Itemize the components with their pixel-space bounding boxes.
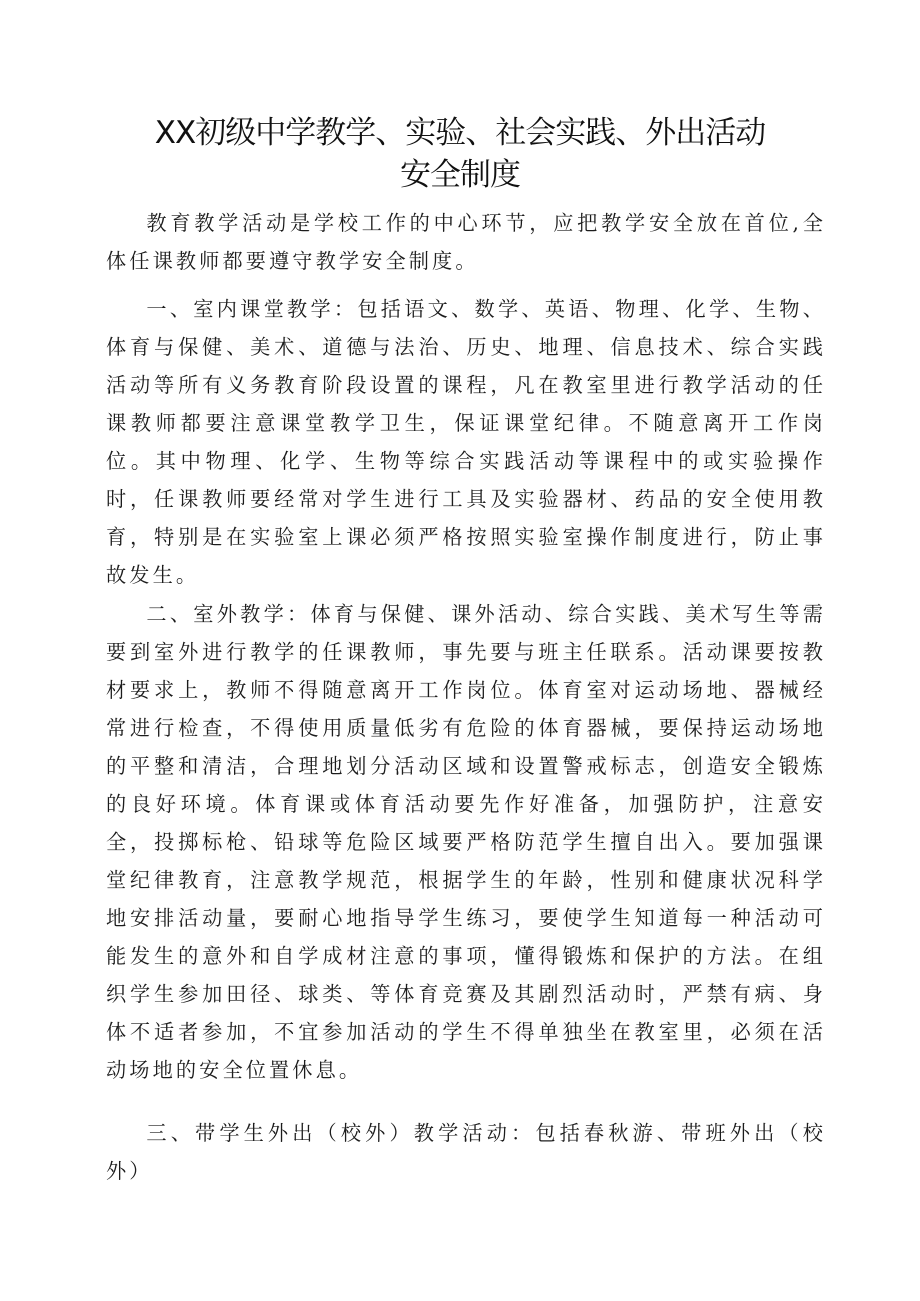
paragraph-intro: 教育教学活动是学校工作的中心环节，应把教学安全放在首位,全体任课教师都要遵守教学安全制度。 <box>106 211 826 273</box>
paragraph-section-three: 三、带学生外出（校外）教学活动：包括春秋游、带班外出（校外） <box>106 1121 826 1183</box>
paragraph-section-one: 一、室内课堂教学：包括语文、数学、英语、物理、化学、生物、体育与保健、美术、道德与法治、历史、地理、信息技术、综合实践活动等所有义务教育阶段设置的课程，凡在教室里进行教学活动的任课教师都要注意课堂教学卫生，保证课堂纪律。不随意离开工作岗位。其中物理、化学、生物等综合实践活动等课程中的或实验操作时，任课教师要经常对学生进行工具及实验器材、药品的安全使用教育，特别是在实验室上课必须严格按照实验室操作制度进行，防止事故发生。 <box>106 297 826 587</box>
document-title-line-2: 安全制度 <box>400 157 520 193</box>
document-title-line-1: XX初级中学教学、实验、社会实践、外出活动 <box>154 115 766 151</box>
paragraph-section-two: 二、室外教学：体育与保健、课外活动、综合实践、美术写生等需要到室外进行教学的任课教师，事先要与班主任联系。活动课要按教材要求上，教师不得随意离开工作岗位。体育室对运动场地、器械经常进行检查，不得使用质量低劣有危险的体育器械，要保持运动场地的平整和清洁，合理地划分活动区域和设置警戒标志，创造安全锻炼的良好环境。体育课或体育活动要先作好准备，加强防护，注意安全，投掷标枪、铅球等危险区域要严格防范学生擅自出入。要加强课堂纪律教育，注意教学规范，根据学生的年龄，性别和健康状况科学地安排活动量，要耐心地指导学生练习，要使学生知道每一种活动可能发生的意外和自学成材注意的事项，懂得锻炼和保护的方法。在组织学生参加田径、球类、等体育竞赛及其剧烈活动时，严禁有病、身体不适者参加，不宜参加活动的学生不得单独坐在教室里，必须在活动场地的安全位置休息。 <box>106 602 826 1082</box>
